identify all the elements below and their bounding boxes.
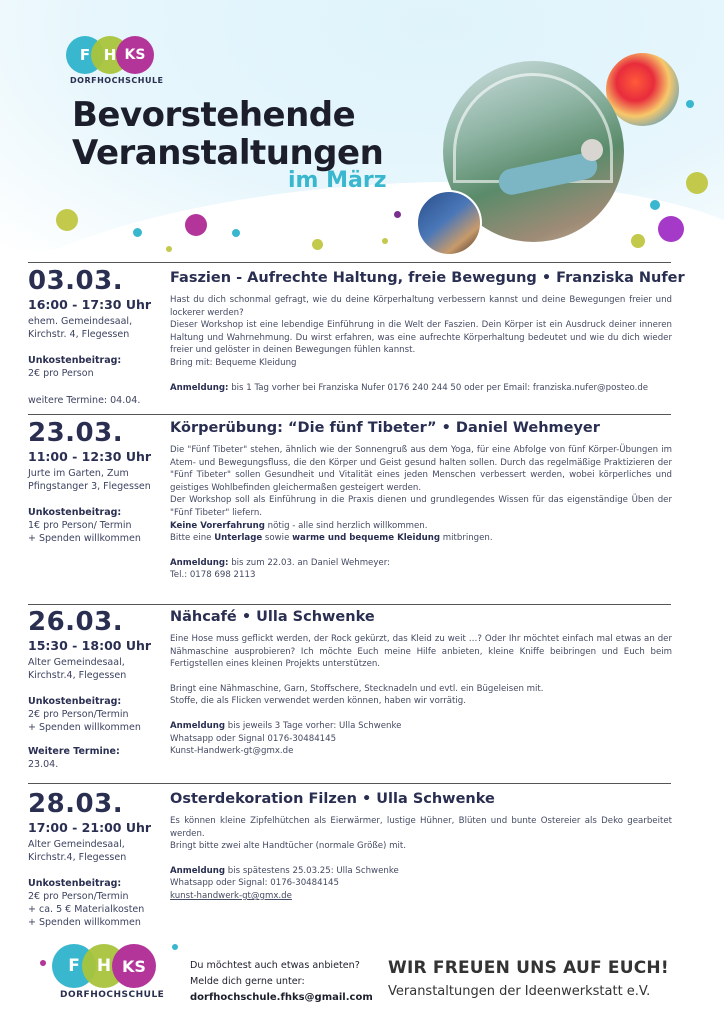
fee-value: 1€ pro Person/ Termin [28,520,132,531]
event-time: 16:00 - 17:30 Uhr [28,297,152,312]
event-2 [28,418,671,602]
fee-value: + Spenden willkommen [28,917,141,928]
logo-subtitle: DORFHOCHSCHULE [70,76,164,85]
page-title-line1: Bevorstehende [72,95,356,135]
deco-dot [133,228,142,237]
footer-line1: Du möchtest auch etwas anbieten? [190,960,360,971]
event-time: 15:30 - 18:00 Uhr [28,638,152,653]
more-dates: 23.04. [28,759,59,770]
event-date: 03.03. [28,266,124,296]
photo-flowers [606,53,679,126]
registration: Anmeldung: bis zum 22.03. an Daniel Wehmeyer: [170,557,390,568]
registration-phone: Whatsapp oder Signal: 0176-30484145 [170,878,339,889]
event-title: Körperübung: “Die fünf Tibeter” • Daniel Wehmeyer [170,420,600,436]
deco-dot [686,100,694,108]
deco-dot [232,229,240,237]
event-date: 23.03. [28,418,124,448]
deco-dot [686,172,708,194]
event-title: Osterdekoration Filzen • Ulla Schwenke [170,791,495,807]
divider [28,262,671,263]
deco-dot [312,239,323,250]
deco-dot [166,246,172,252]
deco-dot [394,211,401,218]
logo-ks: KS [116,36,154,74]
event-location: Alter Gemeindesaal, [28,839,125,850]
logo-ks: KS [112,944,156,988]
footer-slogan: WIR FREUEN UNS AUF EUCH! [388,958,669,978]
registration-email[interactable]: kunst-handwerk-gt@gmx.de [170,890,292,901]
footer-contact [190,958,373,1006]
registration-phone: Whatsapp oder Signal 0176-30484145 [170,733,337,744]
event-location: Jurte im Garten, Zum [28,468,129,479]
logo-top [58,34,168,90]
event-description: Es können kleine Zipfelhütchen als Eierwärmer, lustige Hühner, Blüten und bunte Ostereier als Deko gearbeitet werden. Bringt bitte zwei alte Handtücher (normale Größe) mit. Anmeldung bis spätestens 25.03.25: Ulla Schwenke Whatsapp oder Signal: 0176-30484145 kunst-handwerk-gt@gmx.de [170,816,672,901]
event-location: ehem. Gemeindesaal, [28,316,133,327]
fee-value: + ca. 5 € Materialkosten [28,904,145,915]
registration: Anmeldung: bis 1 Tag vorher bei Franziska Nufer 0176 240 244 50 oder per Email: franziska.nufer@posteo.de [170,382,649,393]
logo-bottom [46,940,176,1006]
deco-dot [40,960,46,966]
fee-value: + Spenden willkommen [28,533,141,544]
fee-value: 2€ pro Person/Termin [28,891,129,902]
logo-h: H [91,36,129,74]
divider [28,604,671,605]
event-description: Die "Fünf Tibeter" stehen, ähnlich wie der Sonnengruß aus dem Yoga, für eine Abfolge von fünf Körper-Übungen im Atem- und Bewegungsfluss, die den Körper und Geist gesund halten sollen. Durch das regelmäßige Praktizieren der "Fünf Tibeter" sollen Gesundheit und Vitalität eines jeden Menschen verbessert werden, wobei körperliches und geistiges Wohlbefinden gleichermaßen gesteigert werden. Der Workshop soll als Einführung in die Praxis dienen und grundlegendes Wissen für das eigenständige Üben der "Fünf Tibeter" liefern. Keine Vorerfahrung nötig - alle sind herzlich willkommen. Bitte eine Unterlage sowie warme und bequeme Kleidung mitbringen. Anmeldung: bis zum 22.03. an Daniel Wehmeyer: Tel.: 0178 698 2113 [170,445,672,581]
event-location: Kirchstr.4, Flegessen [28,670,127,681]
event-time: 17:00 - 21:00 Uhr [28,820,152,835]
registration-email[interactable]: Kunst-Handwerk-gt@gmx.de [170,746,294,757]
deco-dot [658,216,684,242]
event-description: Eine Hose muss geflickt werden, der Rock gekürzt, das Kleid zu weit …? Oder Ihr möchtet einfach mal etwas an der Nähmaschine ausprobieren? Ich möchte Euch meine Hilfe anbieten, kleine Kniffe beibringen und Euch beim Fertigstellen eines kleinen Projekts unterstützen. Bringt eine Nähmaschine, Garn, Stoffschere, Stecknadeln und evtl. ein Bügeleisen mit. Stoffe, die als Flicken verwendet werden können, haben wir vorrätig. Anmeldung bis jeweils 3 Tage vorher: Ulla Schwenke Whatsapp oder Signal 0176-30484145 Kunst-Handwerk-gt@gmx.de [170,634,672,757]
event-date: 28.03. [28,789,124,819]
divider [28,414,671,415]
page-subtitle: im März [288,168,387,193]
fee-value: 2€ pro Person [28,368,94,379]
registration-phone: Tel.: 0178 698 2113 [170,570,256,581]
event-location: Pfingstanger 3, Flegessen [28,481,151,492]
photo-sewing [416,190,482,256]
deco-dot [185,214,207,236]
deco-dot [382,238,388,244]
logo-subtitle: DORFHOCHSCHULE [60,990,165,1000]
event-date: 26.03. [28,607,124,637]
divider [28,783,671,784]
deco-dot [56,209,78,231]
registration: Anmeldung bis spätestens 25.03.25: Ulla Schwenke [170,865,399,876]
event-4 [28,789,671,934]
event-description: Hast du dich schonmal gefragt, wie du deine Körperhaltung verbessern kannst und deine Bewegungen freier und lockerer werden? Dieser Workshop ist eine lebendige Einführung in die Welt der Faszien. Dein Körper ist ein Ausdruck deiner inneren Haltung und Wahrnehmung. Du wirst erfahren, was eine aufrechte Körperhaltung bedeutet und wie du dich wieder freier und gelöster in deinen Bewegungen fühlen kannst. Bring mit: Bequeme Kleidung Anmeldung: bis 1 Tag vorher bei Franziska Nufer 0176 240 244 50 oder per Email: franziska.nufer@posteo.de [170,295,672,393]
fee-value: + Spenden willkommen [28,722,141,733]
event-3 [28,607,671,777]
registration: Anmeldung bis jeweils 3 Tage vorher: Ulla Schwenke [170,720,402,731]
footer-line2: Melde dich gerne unter: [190,976,305,987]
event-location: Kirchstr.4, Flegessen [28,852,127,863]
footer-organization: Veranstaltungen der Ideenwerkstatt e.V. [388,984,651,999]
event-1 [28,266,685,410]
event-title: Nähcafé • Ulla Schwenke [170,609,375,625]
fee-value: 2€ pro Person/Termin [28,709,129,720]
event-location: Alter Gemeindesaal, [28,657,125,668]
fee-label: Unkostenbeitrag: [28,878,122,889]
event-location: Kirchstr. 4, Flegessen [28,329,130,340]
more-dates-label: Weitere Termine: [28,746,120,757]
logo-f: F [52,944,96,988]
page-title-line2: Veranstaltungen [72,133,384,173]
fee-label: Unkostenbeitrag: [28,507,122,518]
event-title: Faszien - Aufrechte Haltung, freie Bewegung • Franziska Nufer [170,270,685,286]
fee-label: Unkostenbeitrag: [28,696,122,707]
more-dates: weitere Termine: 04.04. [28,395,141,406]
deco-dot [631,234,645,248]
fee-label: Unkostenbeitrag: [28,355,122,366]
deco-dot [172,944,178,950]
event-time: 11:00 - 12:30 Uhr [28,449,152,464]
footer-email[interactable]: dorfhochschule.fhks@gmail.com [190,992,373,1003]
logo-f: F [66,36,104,74]
deco-dot [650,200,660,210]
logo-h: H [82,944,126,988]
